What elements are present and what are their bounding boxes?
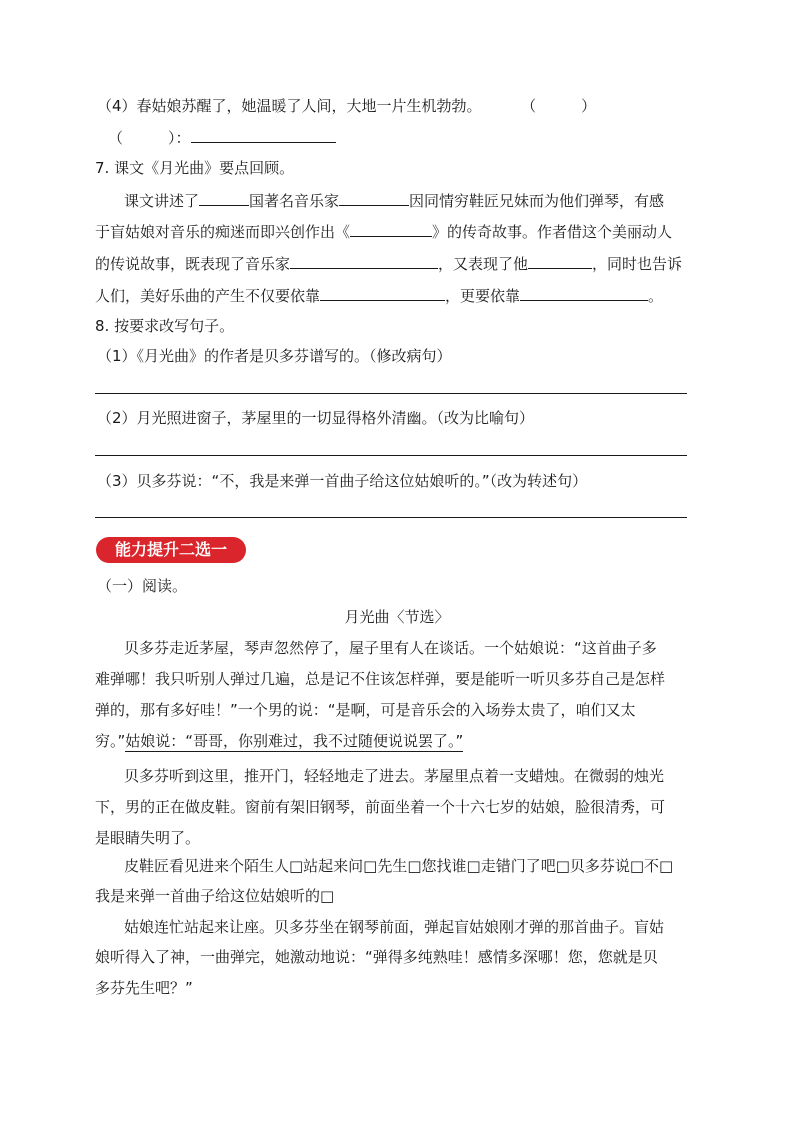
q8-heading: 8. 按要求改写句子。 bbox=[95, 317, 235, 335]
q7-line1-text-c: 因同情穷鞋匠兄妹而为他们弹琴，有感 bbox=[409, 192, 665, 210]
q7-line-1 bbox=[124, 190, 664, 211]
q8-answer-line-1[interactable] bbox=[95, 393, 687, 394]
q4-sentence bbox=[97, 96, 596, 116]
q7-blank-musician[interactable] bbox=[339, 190, 409, 206]
q7-line2-text-a: 于盲姑娘对音乐的痴迷而即兴创作出《 bbox=[95, 223, 351, 241]
underlined-sentence: 姑娘说：“哥哥，你别难过，我不过随便说说罢了。” bbox=[125, 732, 464, 750]
q7-blank-country[interactable] bbox=[199, 190, 249, 206]
passage-p1-line-2: 难弹哪！我只听别人弹过几遍，总是记不住该怎样弹，要是能听一听贝多芬自己是怎样 bbox=[95, 670, 666, 688]
passage-title: 月光曲〈节选〉 bbox=[344, 608, 450, 626]
passage-p1-line-4-text: 穷。” bbox=[95, 732, 126, 750]
q4-text: （4）春姑娘苏醒了，她温暖了人间，大地一片生机勃勃。 bbox=[97, 97, 482, 115]
q7-blank-song[interactable] bbox=[350, 221, 432, 237]
q7-line-4 bbox=[95, 285, 663, 306]
q4-answer-blank[interactable] bbox=[191, 127, 336, 143]
q7-line3-text-a: 的传说故事，既表现了音乐家 bbox=[95, 255, 291, 273]
passage-p1-line-3: 弹的，那有多好哇！”一个男的说：“是啊，可是音乐会的入场券太贵了，咱们又太 bbox=[95, 701, 636, 719]
q7-line1-text-b: 国著名音乐家 bbox=[249, 192, 340, 210]
q8-answer-line-2[interactable] bbox=[95, 455, 687, 456]
q7-line3-text-b: ，又表现了他 bbox=[438, 255, 529, 273]
passage-p3-line-2[interactable]: 我是来弹一首曲子给这位姑娘听的□ bbox=[95, 887, 335, 905]
q8-item-2: （2）月光照进窗子，茅屋里的一切显得格外清幽。（改为比喻句） bbox=[97, 409, 535, 427]
q7-line4-text-b: ，更要依靠 bbox=[445, 287, 521, 305]
q4-paren: （ ） bbox=[521, 97, 597, 115]
q8-item-1: （1）《月光曲》的作者是贝多芬谱写的。（修改病句） bbox=[97, 347, 452, 365]
passage-p2-line-3: 是眼睛失明了。 bbox=[95, 829, 201, 847]
q4-answer-line bbox=[108, 127, 336, 148]
q7-blank-rely-2[interactable] bbox=[520, 285, 648, 301]
passage-p1-line-1: 贝多芬走近茅屋，琴声忽然停了，屋子里有人在谈话。一个姑娘说：“这首曲子多 bbox=[124, 639, 657, 657]
q7-line-2 bbox=[95, 221, 672, 242]
q7-line-3 bbox=[95, 253, 682, 274]
q7-line4-text-a: 人们，美好乐曲的产生不仅要依靠 bbox=[95, 287, 321, 305]
q7-line4-text-c: 。 bbox=[648, 287, 664, 305]
q8-item-3: （3）贝多芬说：“不，我是来弹一首曲子给这位姑娘听的。”（改为转述句） bbox=[97, 472, 588, 490]
q7-line1-text-a: 课文讲述了 bbox=[124, 192, 200, 210]
q7-line2-text-b: 》的传奇故事。作者借这个美丽动人 bbox=[432, 223, 673, 241]
passage-p4-line-1: 姑娘连忙站起来让座。贝多芬坐在钢琴前面，弹起盲姑娘刚才弹的那首曲子。盲姑 bbox=[124, 918, 665, 936]
q7-blank-musician-trait[interactable] bbox=[290, 253, 438, 269]
q7-line3-text-c: ，同时也告诉 bbox=[592, 255, 683, 273]
passage-p1-line-4 bbox=[95, 731, 463, 751]
passage-p2-line-1: 贝多芬听到这里，推开门，轻轻地走了进去。茅屋里点着一支蜡烛。在微弱的烛光 bbox=[124, 767, 665, 785]
passage-p4-line-2: 娘听得入了神，一曲弹完，她激动地说：“弹得多纯熟哇！感情多深哪！您，您就是贝 bbox=[95, 948, 658, 966]
q7-heading: 7. 课文《月光曲》要点回顾。 bbox=[95, 159, 295, 177]
q7-blank-rely-1[interactable] bbox=[320, 285, 445, 301]
reading-part-label: （一）阅读。 bbox=[97, 577, 188, 595]
passage-p2-line-2: 下，男的正在做皮鞋。窗前有架旧钢琴，前面坐着一个十六七岁的姑娘，脸很清秀，可 bbox=[95, 798, 666, 816]
q7-blank-his-trait[interactable] bbox=[528, 253, 592, 269]
q8-answer-line-3[interactable] bbox=[95, 517, 687, 518]
q4-answer-prefix: （ ）： bbox=[108, 129, 191, 147]
section-badge: 能力提升二选一 bbox=[96, 537, 246, 563]
passage-p3-line-1[interactable]: 皮鞋匠看见进来个陌生人□站起来问□先生□您找谁□走错门了吧□贝多芬说□不□ bbox=[124, 857, 674, 875]
passage-p4-line-3: 多芬先生吧？” bbox=[95, 979, 193, 997]
